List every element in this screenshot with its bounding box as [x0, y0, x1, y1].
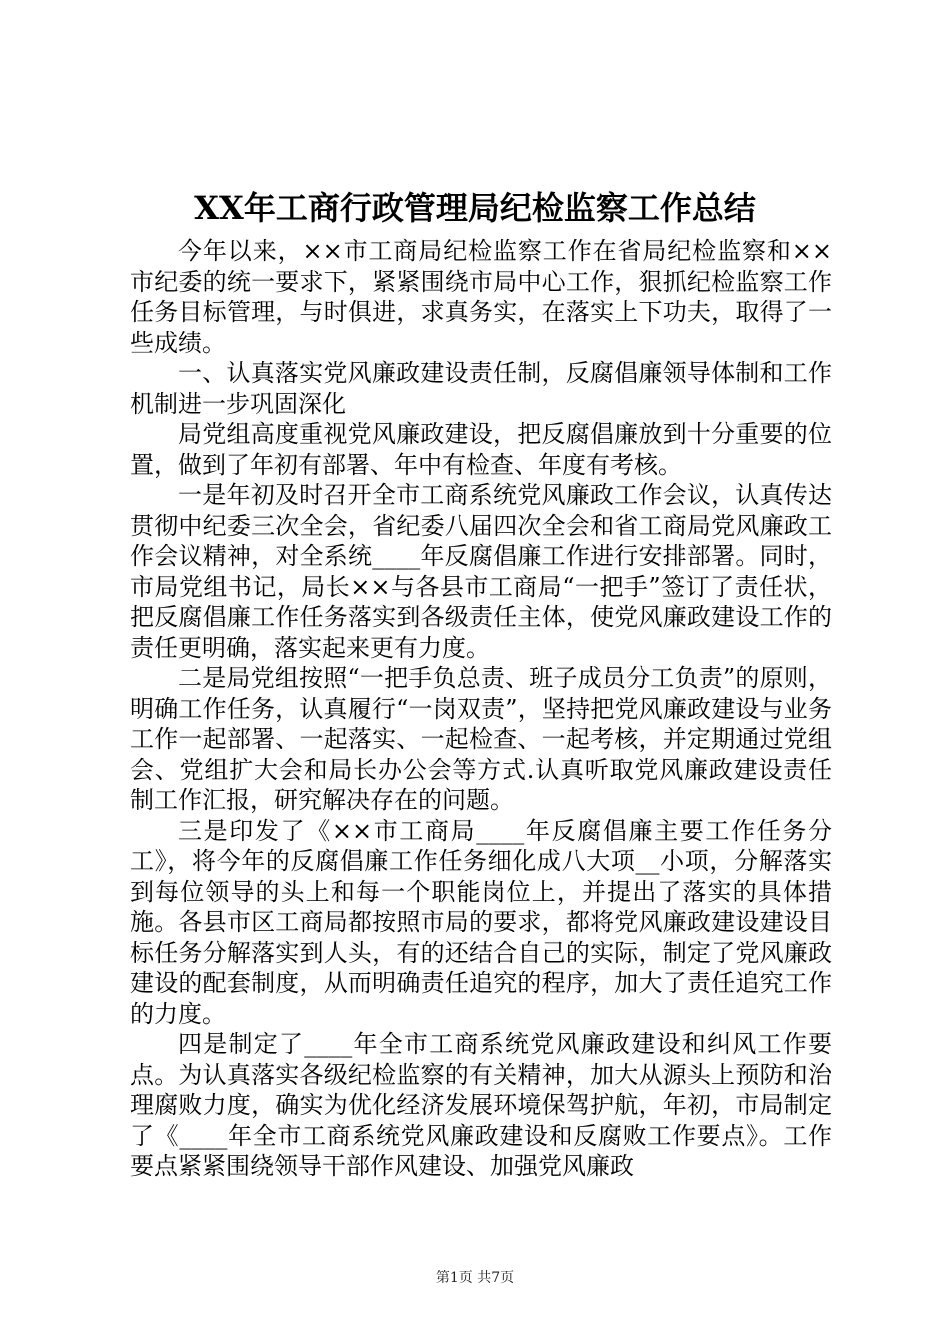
document-body — [130, 236, 832, 1182]
paragraph-point-2: 二是局党组按照“一把手负总责、班子成员分工负责”的原则，明确工作任务，认真履行“一岗双责”，坚持把党风廉政建设与业务工作一起部署、一起落实、一起检查、一起考核，并定期通过党组会、党组扩大会和局长办公会等方式.认真听取党风廉政建设责任制工作汇报，研究解决存在的问题。 — [130, 664, 832, 814]
document-title: XX年工商行政管理局纪检监察工作总结 — [194, 189, 756, 227]
paragraph-section-1-summary: 局党组高度重视党风廉政建设，把反腐倡廉放到十分重要的位置，做到了年初有部署、年中有检查、年度有考核。 — [130, 420, 832, 479]
page-number-footer: 第1页 共7页 — [435, 1270, 515, 1286]
paragraph-point-4: 四是制定了____年全市工商系统党风廉政建设和纠风工作要点。为认真落实各级纪检监察的有关精神，加大从源头上预防和治理腐败力度，确实为优化经济发展环境保驾护航，年初，市局制定了《____年全市工商系统党风廉政建设和反腐败工作要点》。工作要点紧紧围绕领导干部作风建设、加强党风廉政 — [130, 1030, 832, 1180]
paragraph-intro: 今年以来，××市工商局纪检监察工作在省局纪检监察和××市纪委的统一要求下，紧紧围绕市局中心工作，狠抓纪检监察工作任务目标管理，与时俱进，求真务实，在落实上下功夫，取得了一些成绩。 — [130, 237, 832, 357]
paragraph-point-1: 一是年初及时召开全市工商系统党风廉政工作会议，认真传达贯彻中纪委三次全会，省纪委八届四次全会和省工商局党风廉政工作会议精神，对全系统____年反腐倡廉工作进行安排部署。同时，市局党组书记，局长××与各县市工商局“一把手”签订了责任状，把反腐倡廉工作任务落实到各级责任主体，使党风廉政建设工作的责任更明确，落实起来更有力度。 — [130, 481, 832, 662]
paragraph-point-3: 三是印发了《××市工商局____年反腐倡廉主要工作任务分工》，将今年的反腐倡廉工作任务细化成八大项__小项，分解落实到每位领导的头上和每一个职能岗位上，并提出了落实的具体措施。各县市区工商局都按照市局的要求，都将党风廉政建设建设目标任务分解落实到人头，有的还结合自己的实际，制定了党风廉政建设的配套制度，从而明确责任追究的程序，加大了责任追究工作的力度。 — [130, 816, 832, 1028]
paragraph-section-heading-1: 一、认真落实党风廉政建设责任制，反腐倡廉领导体制和工作机制进一步巩固深化 — [130, 359, 832, 418]
